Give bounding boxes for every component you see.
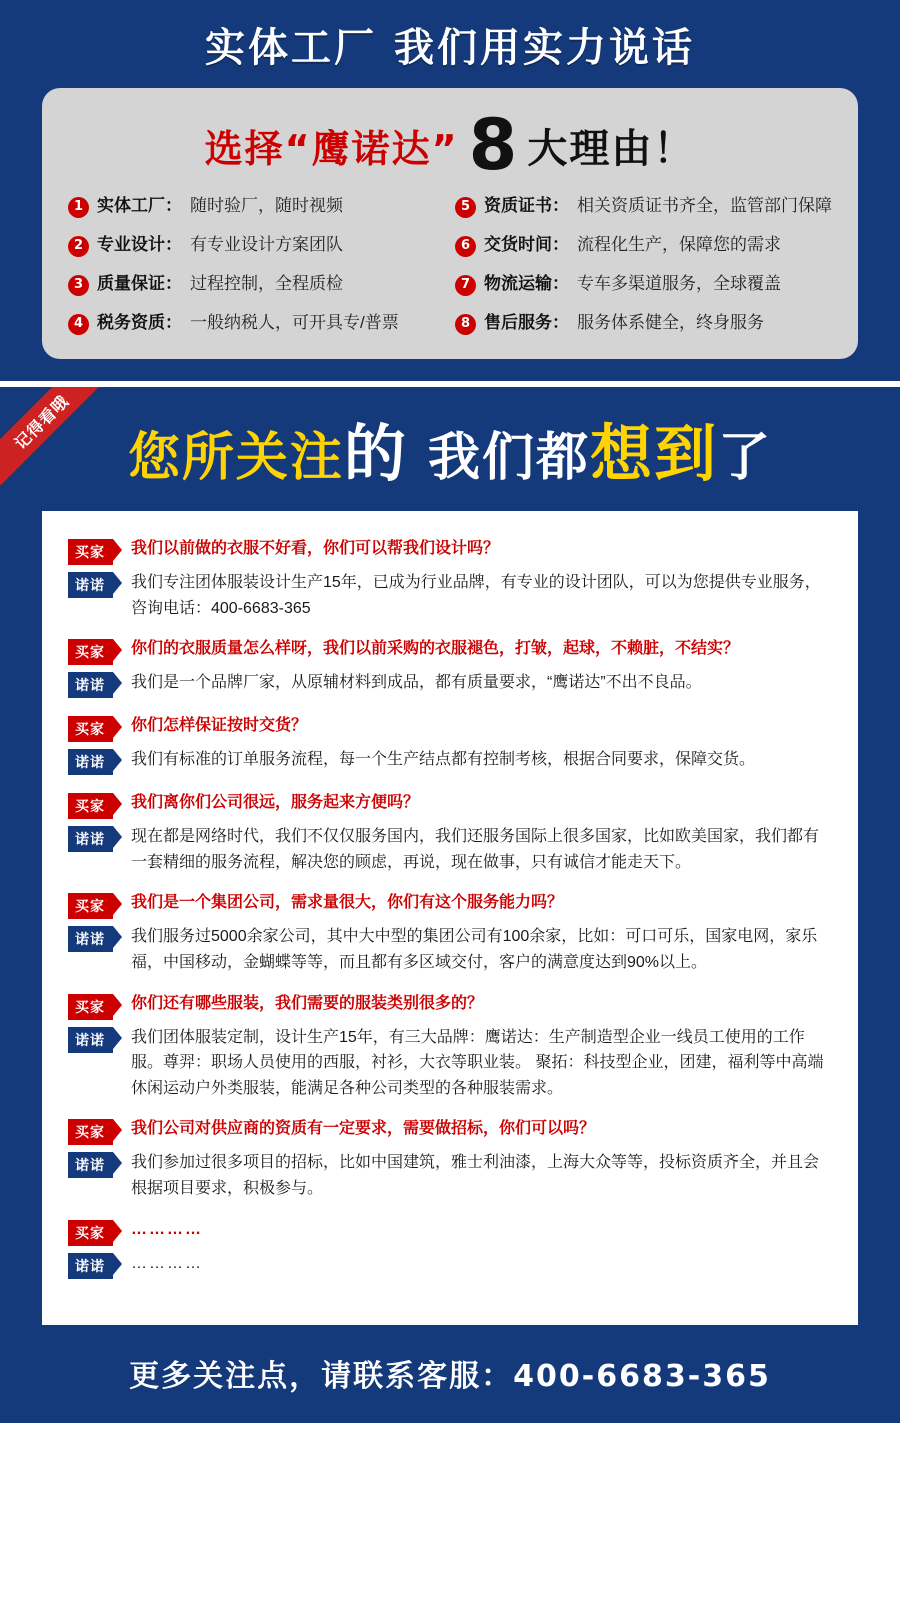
faq-question-text: 你们还有哪些服装，我们需要的服装类别很多的？ [131, 994, 484, 1012]
faq-question-row [68, 1117, 832, 1145]
faq-answer-row [68, 824, 832, 875]
faq-question-text: 我们公司对供应商的资质有一定要求，需要做招标，你们可以吗？ [131, 1120, 596, 1138]
reason-number-badge: 2 [68, 236, 89, 257]
faq-answer-text: 现在都是网络时代，我们不仅仅服务国内，我们还服务国际上很多国家，比如欧美国家，我们都有一套精细的服务流程，解决您的顾虑，再说，现在做事，只有诚信才能走天下。 [131, 828, 820, 871]
heading-red-text: 选择“鹰诺达” [204, 127, 459, 171]
buyer-tag: 买家 [68, 893, 113, 919]
faq-item [68, 714, 832, 775]
answer-tag: 诺诺 [68, 926, 113, 952]
buyer-tag: 买家 [68, 1220, 113, 1246]
footer-contact-text: 更多关注点，请联系客服：400-6683-365 [129, 1358, 771, 1394]
faq-question-text: 你们怎样保证按时交货？ [131, 717, 308, 735]
faq-item [68, 1218, 832, 1279]
buyer-tag: 买家 [68, 539, 113, 565]
reason-item [455, 234, 832, 257]
reason-label: 交货时间： [484, 235, 569, 254]
faq-item [68, 537, 832, 621]
faq-question-row [68, 992, 832, 1020]
reason-item [68, 273, 445, 296]
reason-item [68, 312, 445, 335]
reason-text: 流程化生产，保障您的需求 [577, 235, 781, 254]
reason-item [68, 234, 445, 257]
faq-answer-row [68, 924, 832, 975]
faq-item [68, 891, 832, 975]
reason-item [68, 195, 445, 218]
heading-black-text: 大理由！ [527, 126, 696, 172]
reason-number-badge: 4 [68, 314, 89, 335]
faq-answer-row [68, 1150, 832, 1201]
answer-tag: 诺诺 [68, 1027, 113, 1053]
faq-title-part-5: 了 [718, 428, 773, 488]
answer-tag: 诺诺 [68, 1253, 113, 1279]
faq-answer-row [68, 570, 832, 621]
reason-text: 过程控制，全程质检 [190, 274, 343, 293]
faq-question-row [68, 714, 832, 742]
reason-text: 随时验厂，随时视频 [190, 196, 343, 215]
buyer-tag: 买家 [68, 1119, 113, 1145]
reason-text: 相关资质证书齐全，监管部门保障 [577, 196, 832, 215]
reason-text: 专车多渠道服务，全球覆盖 [577, 274, 781, 293]
reason-label: 实体工厂： [97, 196, 182, 215]
reason-number-badge: 7 [455, 275, 476, 296]
faq-question-text: ………… [131, 1220, 203, 1238]
reason-item [455, 312, 832, 335]
faq-title-part-4: 想到 [590, 417, 719, 490]
banner-title: 实体工厂 我们用实力说话 [205, 25, 695, 71]
faq-item [68, 992, 832, 1102]
faq-answer-text: 我们专注团体服装设计生产15年，已成为行业品牌，有专业的设计团队，可以为您提供专业服务，咨询电话：400-6683-365 [131, 574, 821, 617]
footer-bar [0, 1325, 900, 1423]
buyer-tag: 买家 [68, 716, 113, 742]
faq-section [0, 387, 900, 1325]
reason-number-badge: 1 [68, 197, 89, 218]
reason-label: 资质证书： [484, 196, 569, 215]
reason-text: 服务体系健全，终身服务 [577, 313, 764, 332]
faq-item [68, 1117, 832, 1201]
reasons-section [0, 0, 900, 387]
buyer-tag: 买家 [68, 793, 113, 819]
answer-tag: 诺诺 [68, 1152, 113, 1178]
faq-question-row [68, 891, 832, 919]
faq-title-part-1: 您所关注 [127, 428, 344, 488]
reason-label: 税务资质： [97, 313, 182, 332]
answer-tag: 诺诺 [68, 572, 113, 598]
faq-question-row [68, 791, 832, 819]
faq-answer-text: 我们是一个品牌厂家，从原辅材料到成品，都有质量要求，“鹰诺达”不出不良品。 [131, 674, 702, 692]
answer-tag: 诺诺 [68, 749, 113, 775]
faq-answer-row [68, 1025, 832, 1102]
answer-tag: 诺诺 [68, 672, 113, 698]
reason-number-badge: 6 [455, 236, 476, 257]
reason-label: 专业设计： [97, 235, 182, 254]
faq-question-text: 你们的衣服质量怎么样呀，我们以前采购的衣服褪色，打皱，起球，不赖脏，不结实？ [131, 640, 740, 658]
faq-question-row [68, 637, 832, 665]
faq-question-row [68, 1218, 832, 1246]
reasons-grid [68, 195, 832, 335]
faq-title-part-2: 的 [343, 417, 408, 490]
faq-answer-text: 我们服务过5000余家公司，其中大中型的集团公司有100余家，比如：可口可乐，国家电网，家乐福，中国移动，金蝴蝶等等，而且都有多区域交付，客户的满意度达到90%以上。 [131, 928, 818, 971]
faq-answer-text: ………… [131, 1254, 203, 1272]
reason-item [455, 195, 832, 218]
buyer-tag: 买家 [68, 994, 113, 1020]
faq-answer-text: 我们有标准的订单服务流程，每一个生产结点都有控制考核，根据合同要求，保障交货。 [131, 751, 756, 769]
faq-answer-row [68, 1251, 832, 1279]
faq-question-text: 我们离你们公司很远，服务起来方便吗？ [131, 794, 420, 812]
corner-ribbon: 记得看哦 [0, 387, 106, 486]
faq-answer-row [68, 670, 832, 698]
faq-question-row [68, 537, 832, 565]
reason-number-badge: 5 [455, 197, 476, 218]
reason-label: 物流运输： [484, 274, 569, 293]
reasons-card [42, 88, 858, 359]
faq-answer-row [68, 747, 832, 775]
buyer-tag: 买家 [68, 639, 113, 665]
answer-tag: 诺诺 [68, 826, 113, 852]
reason-number-badge: 8 [455, 314, 476, 335]
faq-card [42, 511, 858, 1325]
heading-number-eight: 8 [468, 104, 518, 186]
reason-label: 质量保证： [97, 274, 182, 293]
reason-label: 售后服务： [484, 313, 569, 332]
faq-question-text: 我们是一个集团公司，需求量很大，你们有这个服务能力吗？ [131, 894, 564, 912]
reason-item [455, 273, 832, 296]
faq-answer-text: 我们团体服装定制，设计生产15年，有三大品牌：鹰诺达：生产制造型企业一线员工使用的工作服。尊羿：职场人员使用的西服，衬衫，大衣等职业装。 聚拓：科技型企业，团建，福利等中高端休闲运动户外类服装，能满足各种公司类型的各种服装需求。 [131, 1028, 824, 1097]
faq-title-space [408, 428, 428, 488]
reason-text: 有专业设计方案团队 [190, 235, 343, 254]
faq-item [68, 637, 832, 698]
reason-number-badge: 3 [68, 275, 89, 296]
faq-answer-text: 我们参加过很多项目的招标，比如中国建筑，雅士利油漆，上海大众等等，投标资质齐全，并且会根据项目要求，积极参与。 [131, 1154, 820, 1197]
faq-title-part-3: 我们都 [428, 428, 591, 488]
reasons-heading [68, 104, 832, 195]
faq-item [68, 791, 832, 875]
faq-question-text: 我们以前做的衣服不好看，你们可以帮我们设计吗？ [131, 540, 500, 557]
faq-title [0, 387, 900, 511]
reason-text: 一般纳税人，可开具专/普票 [190, 313, 399, 332]
